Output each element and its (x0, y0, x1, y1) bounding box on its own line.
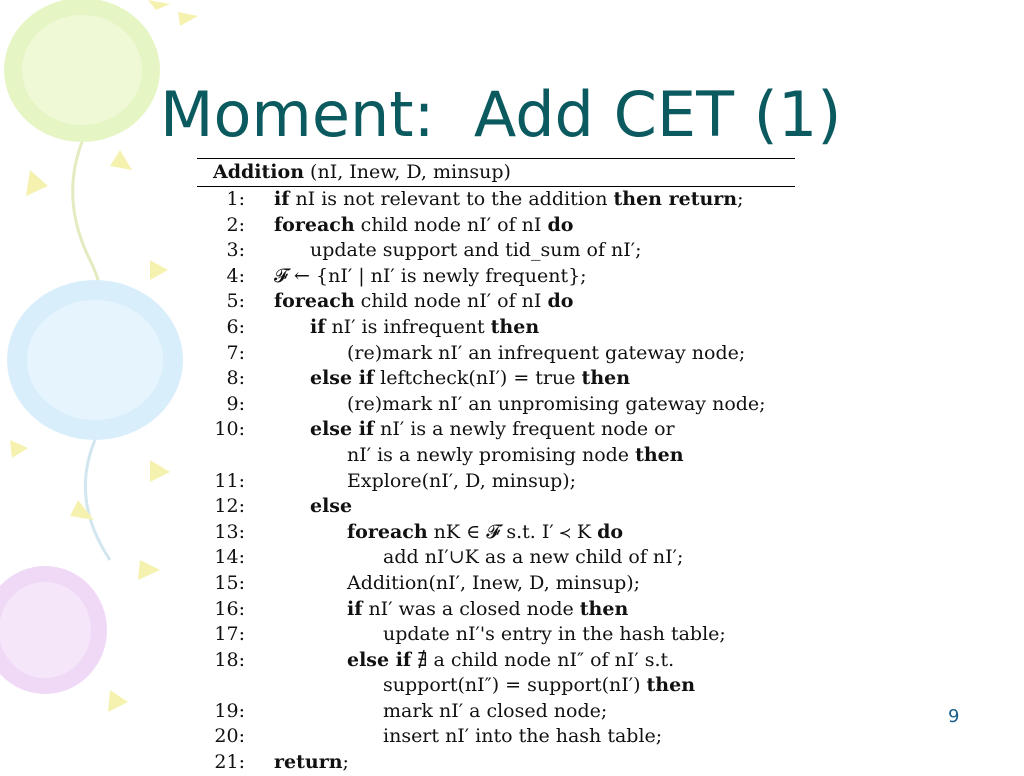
line-number: 2: (226, 213, 245, 236)
slide-title: Moment: Add CET (1) (160, 78, 842, 151)
line-number: 8: (226, 367, 245, 390)
line-number: 19: (214, 699, 245, 722)
algorithm-line (197, 289, 795, 315)
line-code: if nI is not relevant to the addition then return; (274, 188, 744, 210)
algorithm-line (197, 238, 795, 264)
line-number: 11: (214, 469, 245, 492)
line-number: 3: (226, 239, 245, 262)
line-code: return; (274, 751, 349, 774)
algorithm-line (197, 520, 795, 546)
algorithm-line (197, 187, 795, 213)
line-number: 6: (226, 315, 245, 338)
line-code: else (310, 495, 353, 518)
line-code: 𝓕 ← {nI′ | nI′ is newly frequent}; (274, 264, 587, 287)
line-number: 9: (226, 392, 245, 415)
line-number: 5: (226, 290, 245, 313)
line-code: update nI′'s entry in the hash table; (383, 623, 726, 646)
algorithm-line (197, 673, 795, 699)
algorithm-line (197, 417, 795, 443)
line-code: (re)mark nI′ an infrequent gateway node; (347, 341, 746, 364)
line-number: 7: (226, 341, 245, 364)
line-number: 21: (214, 751, 245, 774)
line-number: 4: (226, 264, 245, 287)
algorithm-line (197, 469, 795, 495)
algorithm-header: Addition (nI, Inew, D, minsup) (213, 161, 511, 183)
line-number: 14: (214, 546, 245, 569)
line-code: update support and tid_sum of nI′; (310, 239, 642, 262)
algorithm-line (197, 648, 795, 674)
line-code: add nI′∪K as a new child of nI′; (383, 546, 684, 569)
algorithm-line (197, 366, 795, 392)
line-number: 20: (214, 725, 245, 748)
algorithm-line (197, 392, 795, 418)
line-code: if nI′ is infrequent then (310, 315, 540, 338)
algorithm-line (197, 443, 795, 469)
algorithm-line (197, 494, 795, 520)
line-code: else if leftcheck(nI′) = true then (310, 367, 631, 390)
algorithm-line (197, 699, 795, 725)
line-number: 18: (214, 648, 245, 671)
line-code: support(nI″) = support(nI′) then (383, 674, 696, 697)
line-code: mark nI′ a closed node; (383, 699, 608, 722)
line-number: 15: (214, 571, 245, 594)
algorithm-box (197, 158, 795, 776)
algorithm-line (197, 341, 795, 367)
line-number: 12: (214, 495, 245, 518)
line-code: Addition(nI′, Inew, D, minsup); (347, 571, 641, 594)
line-code: else if nI′ is a newly frequent node or (310, 418, 675, 441)
algorithm-lines (197, 187, 795, 776)
algorithm-line (197, 264, 795, 290)
algorithm-line (197, 597, 795, 623)
line-code: foreach nK ∈ 𝓕 s.t. I′ ≺ K do (347, 520, 624, 543)
line-number: 1: (226, 188, 245, 210)
line-code: if nI′ was a closed node then (347, 597, 629, 620)
line-code: (re)mark nI′ an unpromising gateway node; (347, 392, 766, 415)
page-number: 9 (948, 706, 960, 727)
algorithm-line (197, 622, 795, 648)
line-code: Explore(nI′, D, minsup); (347, 469, 577, 492)
line-number: 17: (214, 623, 245, 646)
line-number: 16: (214, 597, 245, 620)
line-number: 10: (214, 418, 245, 441)
line-code: foreach child node nI′ of nI do (274, 290, 574, 313)
line-number: 13: (214, 520, 245, 543)
algorithm-line (197, 315, 795, 341)
line-code: insert nI′ into the hash table; (383, 725, 663, 748)
algorithm-line (197, 724, 795, 750)
line-code: foreach child node nI′ of nI do (274, 213, 574, 236)
algorithm-line (197, 213, 795, 239)
algorithm-line (197, 545, 795, 571)
line-code: else if ∄ a child node nI″ of nI′ s.t. (347, 648, 675, 671)
line-code: nI′ is a newly promising node then (347, 443, 684, 466)
algorithm-line (197, 750, 795, 776)
algorithm-line (197, 571, 795, 597)
